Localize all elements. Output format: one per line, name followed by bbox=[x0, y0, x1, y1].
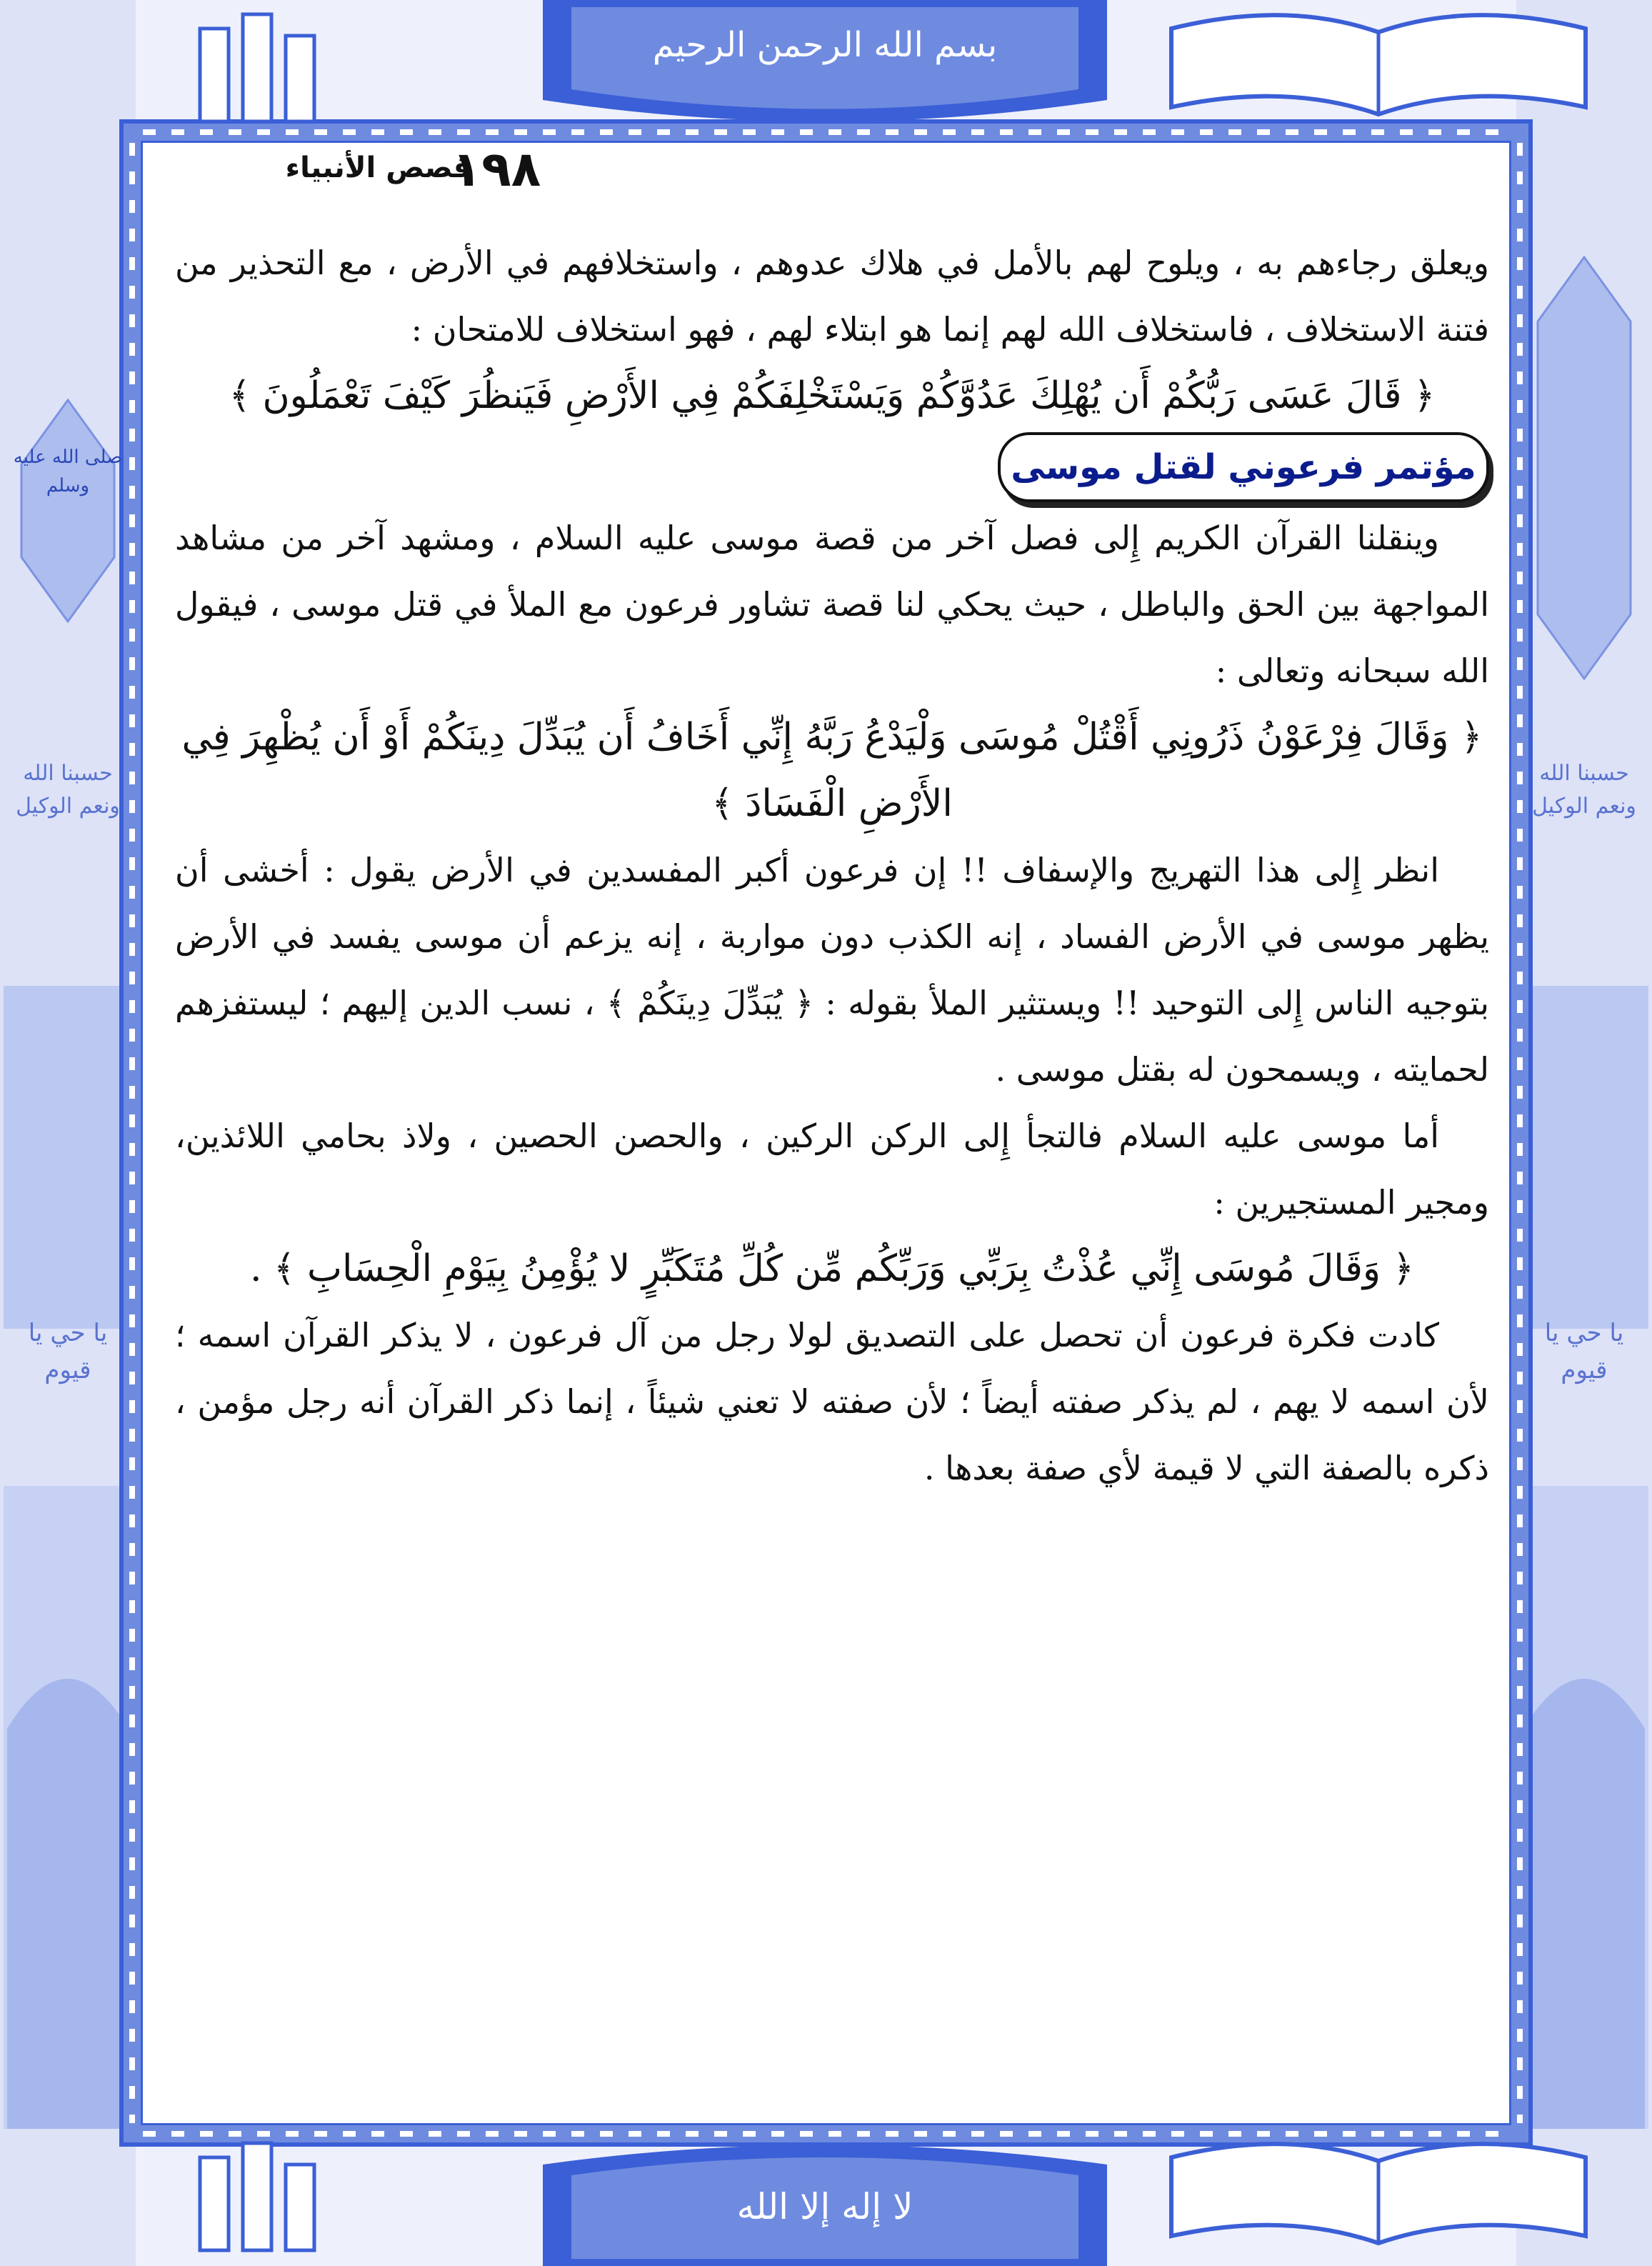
section-heading: مؤتمر فرعوني لقتل موسى bbox=[998, 432, 1489, 502]
right-panel-hasbuna: حسبنا الله ونعم الوكيل bbox=[1532, 761, 1636, 819]
left-panel-hasbuna: حسبنا الله ونعم الوكيل bbox=[16, 761, 120, 819]
quran-verse: ﴿ وَقَالَ فِرْعَوْنُ ذَرُونِي أَقْتُلْ مُوسَى وَلْيَدْعُ رَبَّهُ إِنِّي أَخَافُ أَن يُبَدِّلَ دِينَكُمْ أَوْ أَن يُظْهِرَ فِي الأَرْضِ الْفَسَادَ ﴾ bbox=[181, 716, 1483, 825]
quran-verse: ﴿ وَقَالَ مُوسَى إِنِّي عُذْتُ بِرَبِّي وَرَبِّكُم مِّن كُلِّ مُتَكَبِّرٍ لا يُؤْمِنُ بِيَوْمِ الْحِسَابِ ﴾ . bbox=[249, 1247, 1415, 1290]
bottom-banner-calligraphy: لا إله إلا الله bbox=[736, 2186, 913, 2227]
paragraph: وينقلنا القرآن الكريم إِلى فصل آخر من قصة موسى عليه السلام ، ومشهد آخر من مشاهد المواجهة بين الحق والباطل ، حيث يحكي لنا قصة تشاور فرعون مع الملأ في قتل موسى ، فيقول الله سبحانه وتعالى : bbox=[175, 519, 1489, 690]
top-banner-calligraphy: بسم الله الرحمن الرحيم bbox=[652, 25, 998, 65]
quran-verse: ﴿ قَالَ عَسَى رَبُّكُمْ أَن يُهْلِكَ عَدُوَّكُمْ وَيَسْتَخْلِفَكُمْ فِي الأَرْضِ فَيَنظُرَ كَيْفَ تَعْمَلُونَ ﴾ bbox=[229, 374, 1436, 417]
paragraph: أما موسى عليه السلام فالتجأ إِلى الركن الركين ، والحصن الحصين ، ولاذ بحامي اللائذين، ومجير المستجيرين : bbox=[175, 1117, 1489, 1222]
right-panel-ya-hayy: يا حي يا قيوم bbox=[1544, 1319, 1624, 1384]
left-panel-salawat: صلى الله عليه وسلم bbox=[13, 446, 123, 496]
running-head: قصص الأنبياء bbox=[285, 151, 472, 184]
page-text bbox=[175, 230, 1489, 1502]
paragraph: كادت فكرة فرعون أن تحصل على التصديق لولا رجل من آل فرعون ، لا يذكر القرآن اسمه ؛ لأن اسمه لا يهم ، لم يذكر صفته أيضاً ؛ لأن صفته لا تعني شيئاً ، إنما ذكر القرآن أنه رجل مؤمن ، ذكره بالصفة التي لا قيمة لأي صفة بعدها . bbox=[175, 1316, 1489, 1487]
paragraph: ويعلق رجاءهم به ، ويلوح لهم بالأمل في هلاك عدوهم ، واستخلافهم في الأرض ، مع التحذير من فتنة الاستخلاف ، فاستخلاف الله لهم إنما هو ابتلاء لهم ، فهو استخلاف للامتحان : bbox=[175, 244, 1489, 349]
page-number: ١٩٨ bbox=[451, 141, 541, 198]
paragraph: انظر إِلى هذا التهريج والإسفاف !! إن فرعون أكبر المفسدين في الأرض يقول : أخشى أن يظهر موسى في الأرض الفساد ، إنه الكذب دون مواربة ، إنه يزعم أن موسى يفسد في الأرض بتوجيه الناس إِلى التوحيد !! ويستثير الملأ بقوله : ﴿ يُبَدِّلَ دِينَكُمْ ﴾ ، نسب الدين إليهم ؛ ليستفزهم لحمايته ، ويسمحون له بقتل موسى . bbox=[175, 851, 1489, 1089]
left-panel-ya-hayy: يا حي يا قيوم bbox=[28, 1319, 108, 1384]
